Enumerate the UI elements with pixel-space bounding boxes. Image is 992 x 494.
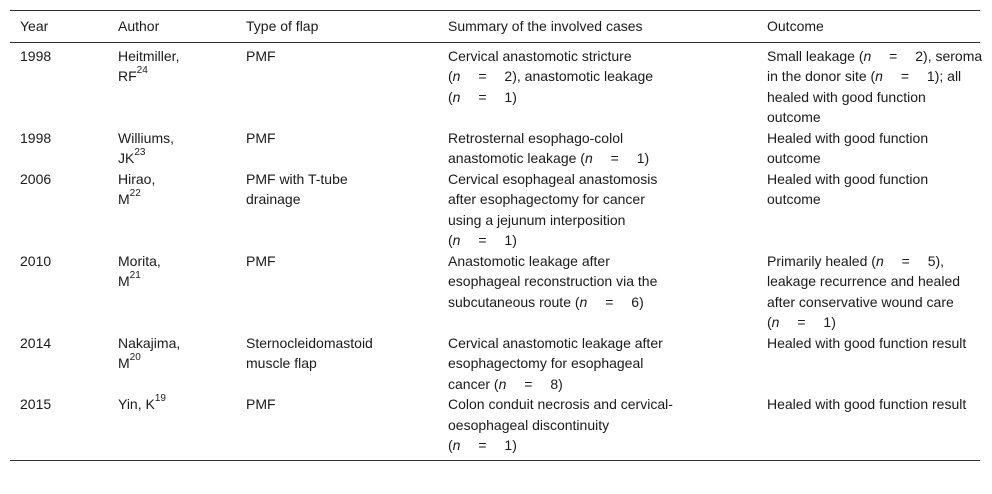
summary-line: esophageal reconstruction via the [448,273,658,289]
cell-flap [236,333,438,395]
cell-flap [236,394,438,460]
reference-superscript: 23 [134,147,146,159]
outcome-line: (n = 1) [767,314,836,330]
summary-line: after esophagectomy for cancer [448,191,645,207]
summary-line: using a jejunum interposition [448,211,626,228]
outcome-line: Primarily healed (n = 5), [767,252,945,269]
author-text: M [118,355,130,371]
outcome-line: outcome [767,150,821,166]
cell-summary [438,169,757,251]
table-row [10,333,980,395]
year-text: 1998 [20,47,52,64]
header-year: Year [10,11,108,43]
header-summary: Summary of the involved cases [438,11,757,43]
outcome-line: in the donor site (n = 1); all [767,68,962,84]
author-text: M [118,273,130,289]
year-text: 2006 [20,170,52,187]
author-text: Heitmiller, [118,47,180,64]
cell-flap [236,42,438,128]
summary-line: (n = 1) [448,88,517,105]
cell-author [108,128,236,169]
author-text: Morita, [118,252,161,269]
summary-line: oesophageal discontinuity [448,416,610,433]
header-outcome: Outcome [757,11,980,43]
summary-line: Anastomotic leakage after [448,252,610,269]
cell-summary [438,128,757,169]
table-container [10,10,983,461]
header-flap-type: Type of flap [236,11,438,43]
table-row [10,128,980,169]
cell-author [108,251,236,333]
cell-summary [438,42,757,128]
year-text: 2014 [20,334,52,351]
author-text: Nakajima, [118,334,181,351]
summary-line: Colon conduit necrosis and cervical- [448,396,673,412]
summary-line: Retrosternal esophago-colol [448,129,624,146]
outcome-line: outcome [767,109,821,125]
cell-flap [236,169,438,251]
outcome-line: after conservative wound care [767,293,954,310]
summary-line: Cervical esophageal anastomosis [448,170,658,187]
flap-text: Sternocleidomastoid [246,334,373,351]
flap-text: PMF [246,396,276,412]
flap-text: PMF with T-tube [246,170,348,187]
table-row [10,394,980,460]
cell-summary [438,394,757,460]
cell-outcome [757,128,980,169]
cell-year [10,251,108,333]
cell-outcome [757,169,980,251]
outcome-line: outcome [767,191,821,207]
outcome-line: Healed with good function [767,129,929,146]
cell-author [108,394,236,460]
table-row [10,42,980,128]
year-text: 2010 [20,252,52,269]
year-text: 1998 [20,129,52,146]
summary-line: esophagectomy for esophageal [448,355,644,371]
reference-superscript: 19 [154,393,166,405]
author-text: M [118,191,130,207]
summary-line: cancer (n = 8) [448,375,563,392]
flap-text: PMF [246,129,276,146]
table-row [10,169,980,251]
cell-outcome [757,42,983,128]
cell-year [10,42,108,128]
author-text: Hirao, [118,170,156,187]
summary-line: Cervical anastomotic leakage after [448,334,663,351]
table-row [10,251,980,333]
cell-flap [236,251,438,333]
cell-summary [438,333,757,395]
reference-superscript: 21 [129,270,141,282]
cell-year [10,394,108,460]
author-text: RF [118,68,137,84]
cell-author [108,42,236,128]
outcome-line: healed with good function [767,88,926,105]
outcome-line: Healed with good function result [767,396,967,412]
summary-line: (n = 1) [448,437,517,453]
flap-text: PMF [246,47,276,64]
cell-outcome [757,251,980,333]
header-author: Author [108,11,236,43]
author-text: Yin, K [118,396,155,412]
reference-superscript: 22 [129,188,141,200]
cell-year [10,169,108,251]
flap-text: drainage [246,191,301,207]
outcome-line: Healed with good function [767,170,929,187]
year-text: 2015 [20,396,52,412]
cell-year [10,128,108,169]
flap-text: PMF [246,252,276,269]
summary-line: anastomotic leakage (n = 1) [448,150,650,166]
cell-outcome [757,394,980,460]
outcome-line: Small leakage (n = 2), seroma [767,47,983,64]
cell-flap [236,128,438,169]
cell-author [108,169,236,251]
reference-superscript: 24 [136,65,148,77]
author-text: Williums, [118,129,174,146]
outcome-line: Healed with good function result [767,334,967,351]
cell-summary [438,251,757,333]
header-row [10,11,980,43]
cell-author [108,333,236,395]
summary-line: Cervical anastomotic stricture [448,47,632,64]
author-text: JK [118,150,135,166]
summary-line: (n = 2), anastomotic leakage [448,68,654,84]
cell-year [10,333,108,395]
outcome-line: leakage recurrence and healed [767,273,961,289]
cases-table [10,10,983,461]
summary-line: subcutaneous route (n = 6) [448,293,644,310]
cell-outcome [757,333,980,395]
table-header [10,11,980,43]
flap-text: muscle flap [246,355,317,371]
table-body [10,42,983,460]
summary-line: (n = 1) [448,232,517,248]
reference-superscript: 20 [129,352,141,364]
